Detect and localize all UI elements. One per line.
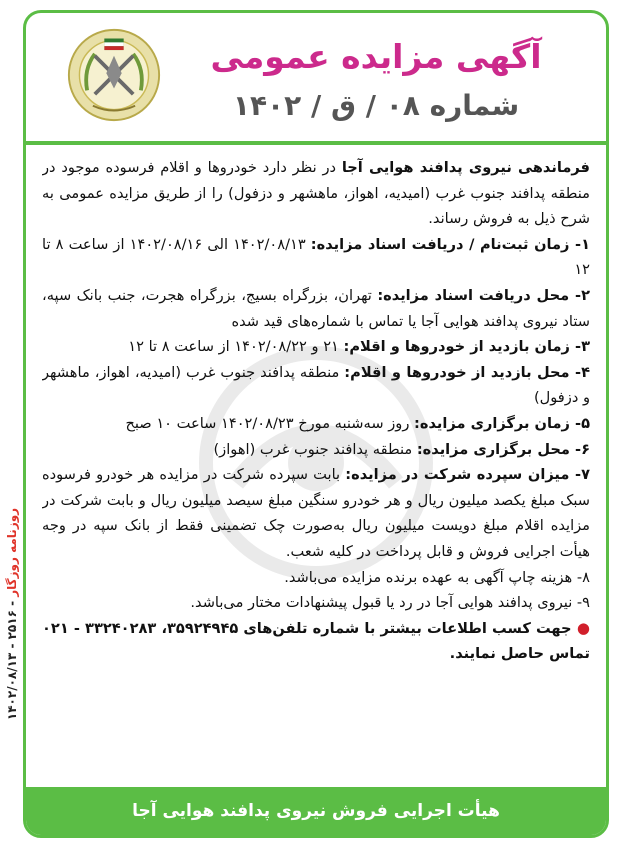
newspaper-side-note <box>2 494 22 734</box>
note-ad-cost: ۸- هزینه چاپ آگهی به عهده برنده مزایده می‌باشد. <box>284 568 590 586</box>
item-visit-time: ۳- زمان بازدید از خودروها و اقلام: ۲۱ و ۱۴۰۲/۰۸/۲۲ از ساعت ۸ تا ۱۲ <box>128 338 590 356</box>
notice-footer: هیأت اجرایی فروش نیروی پدافند هوایی آجا <box>26 787 606 835</box>
item-visit-location: ۴- محل بازدید از خودروها و اقلام: منطقه پدافند جنوب غرب (امیدیه، اهواز، ماهشهر و دزفول) <box>42 363 590 407</box>
item-auction-location: ۶- محل برگزاری مزایده: منطقه پدافند جنوب غرب (اهواز) <box>213 440 590 458</box>
notice-header <box>26 13 606 141</box>
note-rights: ۹- نیروی پدافند هوایی آجا در رد یا قبول پیشنهادات مختار می‌باشد. <box>190 594 590 612</box>
bullet-icon: ● <box>571 618 590 637</box>
item-auction-time: ۵- زمان برگزاری مزایده: روز سه‌شنبه مورخ ۱۴۰۲/۰۸/۲۳ ساعت ۱۰ صبح <box>125 414 590 432</box>
item-documents-location: ۲- محل دریافت اسناد مزایده: تهران، بزرگراه بسیج، بزرگراه هجرت، جنب بانک سپه، ستاد نیروی پدافند هوایی آجا یا تماس با شماره‌های قید شده <box>42 286 590 330</box>
item-registration-time: ۱- زمان ثبت‌نام / دریافت اسناد مزایده: ۱۴۰۲/۰۸/۱۳ الی ۱۴۰۲/۰۸/۱۶ از ساعت ۸ تا ۱۲ <box>42 235 590 279</box>
notice-frame <box>23 10 609 838</box>
notice-title: آگهی مزایده عمومی <box>210 37 542 76</box>
header-divider <box>26 141 606 145</box>
issue-info: - ۲۵۱۶ - ۱۴۰۲/۰۸/۱۳ <box>5 596 19 721</box>
intro-paragraph <box>42 155 590 232</box>
intro-text: در نظر دارد خودروها و اقلام فرسوده موجود در منطقه پدافند جنوب غرب (امیدیه، اهواز، ماهشهر و دزفول) را از طریق مزایده عمومی به شرح ذیل به فروش رساند. <box>42 159 590 228</box>
notice-body <box>42 155 590 775</box>
contact-text: جهت کسب اطلاعات بیشتر با شماره تلفن‌های ۳۵۹۲۴۹۴۵، ۳۳۲۴۰۲۸۳ - ۰۲۱ تماس حاصل نمایند. <box>42 619 590 663</box>
notice-number: شماره ۰۸ / ق / ۱۴۰۲ <box>232 89 520 122</box>
item-deposit-amount: ۷- میزان سپرده شرکت در مزایده: بابت سپرده شرکت در مزایده هر خودرو فرسوده سبک مبلغ یکصد میلیون ریال و هر خودرو سنگین مبلغ سیصد میلیون ریال و بابت شرکت در مزایده اقلام مبلغ دویست میلیون ریال به‌صورت چک تضمینی فقط از بانک سپه در وجه هیأت اجرایی فروش و قابل پرداخت در کلیه شعب. <box>42 466 590 560</box>
organization-name: فرماندهی نیروی پدافند هوایی آجا <box>341 159 590 176</box>
army-emblem-icon <box>66 27 162 123</box>
contact-line <box>42 616 590 667</box>
newspaper-name: روزنامه روزگار <box>5 507 19 597</box>
